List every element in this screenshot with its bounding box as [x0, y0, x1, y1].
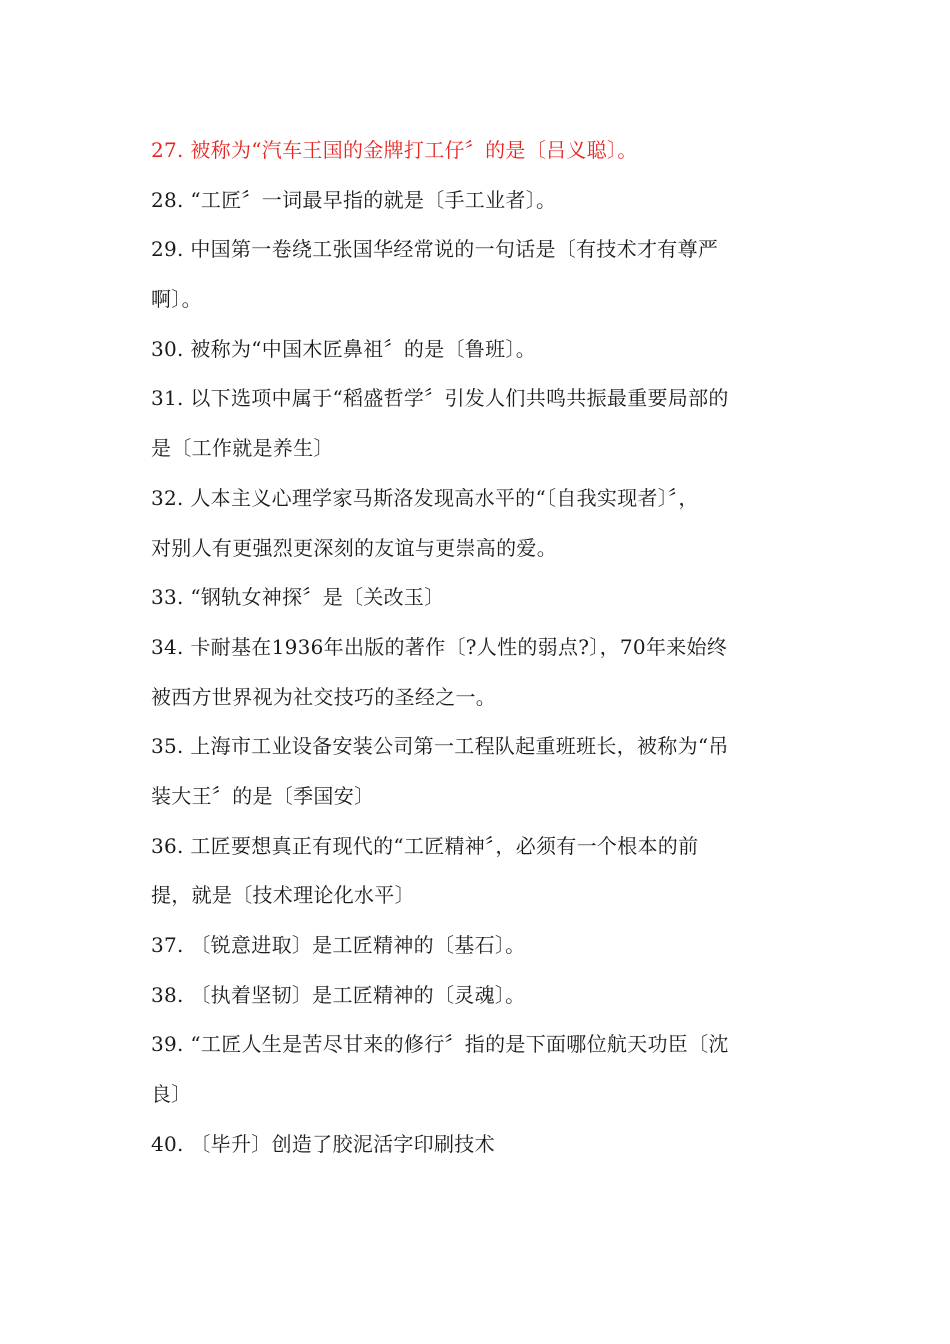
text-line-34: 34. 卡耐基在1936年出版的著作〔?人性的弱点?〕，70年来始终: [151, 634, 728, 659]
text-line-37: 37. 〔锐意进取〕是工匠精神的〔基石〕。: [151, 933, 526, 957]
text-line-30: 30. 被称为“中国木匠鼻祖〞的是〔鲁班〕。: [151, 336, 536, 361]
text-line-35-continued: 装大王〞的是〔季国安〕: [151, 783, 375, 808]
text-line-39-continued: 良〕: [151, 1082, 192, 1107]
document-body: [151, 126, 811, 1169]
text-line-40: 40. 〔毕升〕创造了胶泥活字印刷技术: [151, 1131, 495, 1156]
text-line-38: 38. 〔执着坚韧〕是工匠精神的〔灵魂〕。: [151, 982, 526, 1007]
text-line-34-continued: 被西方世界视为社交技巧的圣经之一。: [151, 684, 497, 709]
text-line-32: 32. 人本主义心理学家马斯洛发现高水平的“〔自我实现者〕〞，: [151, 485, 699, 510]
text-line-39: 39. “工匠人生是苦尽甘来的修行〞指的是下面哪位航天功臣〔沈: [151, 1032, 729, 1057]
text-line-29-continued: 啊〕。: [151, 287, 202, 312]
text-line-32-continued: 对别人有更强烈更深刻的友谊与更崇高的爱。: [151, 535, 557, 560]
text-line-33: 33. “钢轨女神探〞是〔关改玉〕: [151, 585, 445, 610]
text-line-31: 31. 以下选项中属于“稻盛哲学〞引发人们共鸣共振最重要局部的: [151, 386, 729, 411]
text-line-36: 36. 工匠要想真正有现代的“工匠精神〞，必须有一个根本的前: [151, 833, 699, 858]
text-line-28: 28. “工匠〞一词最早指的就是〔手工业者〕。: [151, 187, 557, 212]
text-line-27: 27. 被称为“汽车王国的金牌打工仔〞的是〔吕义聪〕。: [151, 138, 638, 162]
text-line-35: 35. 上海市工业设备安装公司第一工程队起重班班长，被称为“吊: [151, 734, 729, 759]
text-line-29: 29. 中国第一卷绕工张国华经常说的一句话是〔有技术才有尊严: [151, 237, 719, 262]
text-line-36-continued: 提，就是〔技术理论化水平〕: [151, 883, 415, 908]
text-line-31-continued: 是〔工作就是养生〕: [151, 436, 334, 461]
